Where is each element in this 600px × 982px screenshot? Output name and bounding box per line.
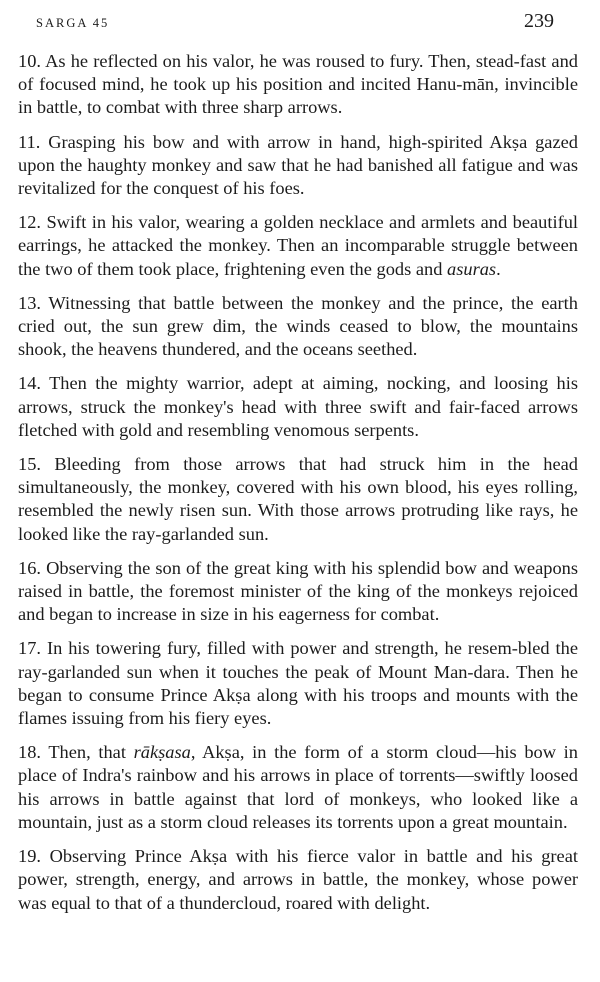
verse-11 [18, 131, 578, 201]
verse-13 [18, 292, 578, 362]
verse-number: 19. [18, 846, 41, 867]
verse-text: Swift in his valor, wearing a golden necklace and armlets and beautiful earrings, he attacked the monkey. Then an incomparable struggle between the two of them took place, frightening even the gods and [18, 212, 578, 279]
verse-text: Grasping his bow and with arrow in hand, high-spirited Akṣa gazed upon the haughty monkey and saw that he had banished all fatigue and was revitalized for the conquest of his foes. [18, 131, 578, 199]
verse-number: 12. [18, 212, 41, 233]
page-number: 239 [524, 10, 554, 32]
verse-15 [18, 453, 578, 546]
verse-italic-term: rākṣasa [133, 742, 191, 763]
verse-12 [18, 211, 578, 281]
verse-number: 10. [18, 51, 41, 71]
verse-text-end: , Akṣa, in the form of a storm cloud—his bow in place of Indra's rainbow and his arrows in place of torrents—swiftly loosed his arrows in battle against that lord of monkeys, who looked like a mountain, just as a storm cloud releases its torrents upon a great mountain. [18, 742, 578, 832]
verse-text: In his towering fury, filled with power and strength, he resem-bled the ray-garlanded sun when it touches the peak of Mount Man-dara. Then he began to consume Prince Akṣa along with his troops and mounts with the flames issuing from his fiery eyes. [18, 638, 578, 729]
verse-text: Observing the son of the great king with his splendid bow and weapons raised in battle, the foremost minister of the king of the monkeys rejoiced and began to increase in size in his eagerness for combat. [18, 557, 578, 625]
page-header [18, 0, 578, 50]
verse-16 [18, 557, 578, 627]
running-head: SARGA 45 [36, 16, 110, 30]
verse-number: 11. [18, 131, 41, 152]
verse-text: Then the mighty warrior, adept at aiming, nocking, and loosing his arrows, struck the monkey's head with three swift and fair-faced arrows fletched with gold and resembling venomous serpents. [18, 373, 579, 440]
verse-text: Bleeding from those arrows that had struck him in the head simultaneously, the monkey, covered with his own blood, his eyes rolling, resembled the newly risen sun. With those arrows protruding like rays, he looked like the ray-garlanded sun. [18, 454, 578, 544]
verse-text: As he reflected on his valor, he was roused to fury. Then, stead-fast and of focused mind, he took up his position and incited Hanu-mān, invincible in battle, to combat with three sharp arrows. [18, 51, 578, 118]
verse-number: 13. [18, 292, 41, 313]
verse-text: Witnessing that battle between the monkey and the prince, the earth cried out, the sun grew dim, the winds ceased to blow, the mountains shook, the heavens thundered, and the oceans seethed. [18, 292, 578, 360]
verse-10 [18, 50, 578, 120]
verse-14 [18, 372, 578, 442]
verse-number: 14. [18, 373, 41, 394]
verse-17 [18, 637, 578, 730]
verse-text-end: . [496, 258, 501, 279]
verse-19 [18, 845, 578, 915]
verse-number: 18. [18, 742, 41, 763]
verse-number: 15. [18, 454, 41, 475]
verse-italic-term: asuras [447, 258, 497, 279]
verse-list [18, 50, 578, 915]
verse-text: Then, that [48, 742, 134, 763]
verse-number: 17. [18, 638, 41, 659]
verse-number: 16. [18, 557, 41, 578]
verse-text: Observing Prince Akṣa with his fierce valor in battle and his great power, strength, energy, and arrows in battle, the monkey, whose power was equal to that of a thundercloud, roared with delight. [18, 846, 578, 913]
verse-18 [18, 741, 578, 834]
